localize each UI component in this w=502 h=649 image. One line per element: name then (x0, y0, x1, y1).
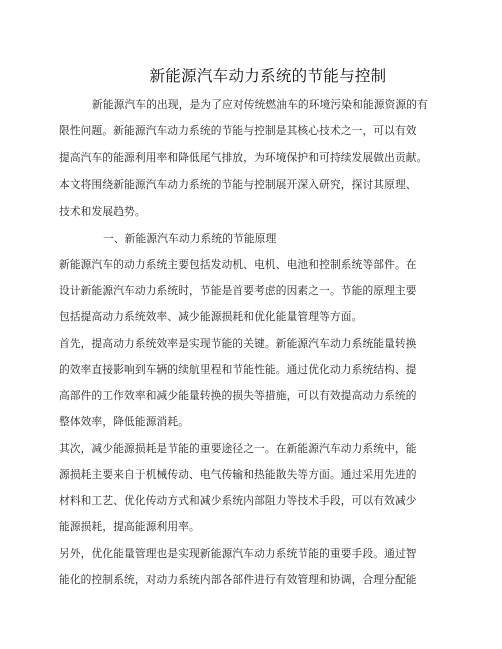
paragraph-line: 高部件的工作效率和减少能量转换的损失等措施，可以有效提高动力系统的 (59, 389, 417, 402)
paragraph-line: 的效率直接影响到车辆的续航里程和节能性能。通过优化动力系统结构、提 (59, 363, 417, 376)
paragraph-line: 提高汽车的能源利用率和降低尾气排放，为环境保护和可持续发展做出贡献。 (59, 151, 428, 164)
paragraph-line: 首先，提高动力系统效率是实现节能的关键。新能源汽车动力系统能量转换 (59, 337, 417, 350)
paragraph-line: 包括提高动力系统效率、减少能源损耗和优化能量管理等方面。 (59, 310, 363, 323)
paragraph-line: 源损耗主要来自于机械传动、电气传输和热能散失等方面。通过采用先进的 (59, 468, 417, 481)
paragraph-line: 其次，减少能源损耗是节能的重要途径之一。在新能源汽车动力系统中，能 (59, 442, 417, 455)
paragraph-line: 整体效率，降低能源消耗。 (59, 415, 190, 428)
paragraph-line: 本文将围绕新能源汽车动力系统的节能与控制展开深入研究，探讨其原理、 (59, 178, 417, 191)
paragraph-line: 材料和工艺、优化传动方式和减少系统内部阻力等技术手段，可以有效减少 (59, 494, 417, 507)
paragraph-line: 能源损耗，提高能源利用率。 (59, 520, 200, 533)
paragraph-line: 能化的控制系统，对动力系统内部各部件进行有效管理和协调，合理分配能 (59, 573, 417, 586)
paragraph-line: 设计新能源汽车动力系统时，节能是首要考虑的因素之一。节能的原理主要 (59, 284, 417, 297)
paragraph-line: 技术和发展趋势。 (59, 205, 146, 218)
document-title: 新能源汽车动力系统的节能与控制 (149, 67, 387, 85)
section-heading: 一、新能源汽车动力系统的节能原理 (103, 232, 277, 245)
paragraph-line: 新能源汽车的动力系统主要包括发动机、电机、电池和控制系统等部件。在 (59, 258, 417, 271)
paragraph-line: 另外，优化能量管理也是实现新能源汽车动力系统节能的重要手段。通过智 (59, 547, 417, 560)
paragraph-line: 新能源汽车的出现，是为了应对传统燃油车的环境污染和能源资源的有 (92, 98, 428, 111)
paragraph-line: 限性问题。新能源汽车动力系统的节能与控制是其核心技术之一，可以有效 (59, 124, 417, 137)
